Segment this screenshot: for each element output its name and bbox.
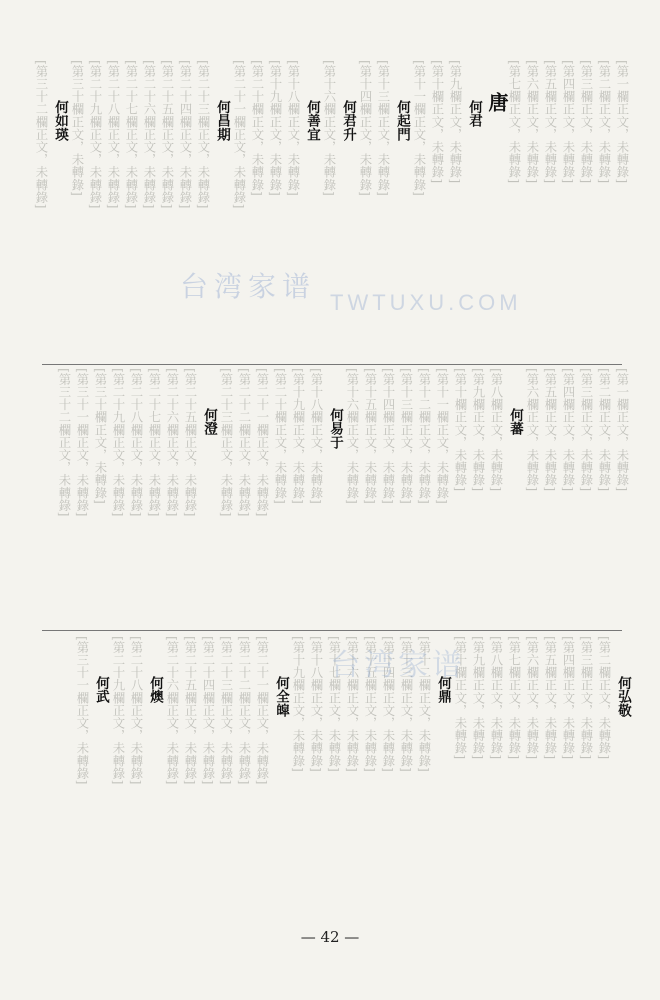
- person-heading: 何昌期: [214, 100, 230, 142]
- text-column: [第十七欄正文，未轉錄]: [327, 636, 342, 773]
- text-column: [第二十九欄正文，未轉錄]: [111, 636, 126, 785]
- text-column: [第六欄正文，未轉錄]: [525, 636, 540, 760]
- text-column: [第十三欄正文，未轉錄]: [399, 368, 414, 505]
- text-column: [第十三欄正文，未轉錄]: [376, 60, 391, 197]
- text-column: [第五欄正文，未轉錄]: [543, 60, 558, 184]
- text-column: [第十一欄正文，未轉錄]: [412, 60, 427, 197]
- text-column: [第二十欄正文，未轉錄]: [273, 368, 288, 505]
- person-heading: 何易于: [327, 408, 343, 450]
- page-number: — 42 —: [300, 928, 360, 946]
- text-column: [第十六欄正文，未轉錄]: [345, 368, 360, 505]
- text-column: [第十八欄正文，未轉錄]: [309, 368, 324, 505]
- text-column: [第二十八欄正文，未轉錄]: [129, 368, 144, 517]
- text-column: [第二十九欄正文，未轉錄]: [111, 368, 126, 517]
- text-column: [第十四欄正文，未轉錄]: [381, 636, 396, 773]
- text-column: [第二十四欄正文，未轉錄]: [178, 60, 193, 209]
- divider-rule: [42, 364, 622, 365]
- text-column: [第二十八欄正文，未轉錄]: [129, 636, 144, 785]
- text-column: [第八欄正文，未轉錄]: [489, 368, 504, 492]
- person-heading: 何蕃: [507, 408, 523, 436]
- person-heading: 何鼎: [435, 676, 451, 704]
- text-column: [第七欄正文，未轉錄]: [507, 636, 522, 760]
- text-column: [第四欄正文，未轉錄]: [561, 368, 576, 492]
- person-heading: 何如瑛: [52, 100, 68, 142]
- person-heading: 何武: [93, 676, 109, 704]
- text-column: [第十三欄正文，未轉錄]: [399, 636, 414, 773]
- text-column: [第十一欄正文，未轉錄]: [435, 368, 450, 505]
- text-column: [第十欄正文，未轉錄]: [453, 368, 468, 492]
- text-column: [第十欄正文，未轉錄]: [453, 636, 468, 760]
- text-column: [第十八欄正文，未轉錄]: [309, 636, 324, 773]
- text-column: [第二十欄正文，未轉錄]: [250, 60, 265, 197]
- text-column: [第三十欄正文，未轉錄]: [93, 368, 108, 505]
- person-heading: 何燠: [147, 676, 163, 704]
- text-column: [第二十五欄正文，未轉錄]: [183, 636, 198, 785]
- text-column: [第三欄正文，未轉錄]: [579, 60, 594, 184]
- text-column: [第三欄正文，未轉錄]: [579, 368, 594, 492]
- text-column: [第二十八欄正文，未轉錄]: [106, 60, 121, 209]
- person-heading: 何善宜: [304, 100, 320, 142]
- text-column: [第三十欄正文，未轉錄]: [70, 60, 85, 197]
- text-column: [第十九欄正文，未轉錄]: [268, 60, 283, 197]
- text-column: [第二十五欄正文，未轉錄]: [160, 60, 175, 209]
- text-column: [第三欄正文，未轉錄]: [579, 636, 594, 760]
- person-heading: 何起門: [394, 100, 410, 142]
- text-column: [第二十七欄正文，未轉錄]: [124, 60, 139, 209]
- person-heading: 何弘敬: [615, 676, 631, 718]
- text-band-middle: [34, 368, 630, 670]
- watermark-site-cn-2: 台湾家谱: [330, 649, 466, 682]
- text-column: [第四欄正文，未轉錄]: [561, 636, 576, 760]
- text-column: [第一欄正文，未轉錄]: [615, 368, 630, 492]
- text-column: [第十四欄正文，未轉錄]: [358, 60, 373, 197]
- text-column: [第三十二欄正文，未轉錄]: [57, 368, 72, 517]
- text-column: [第十二欄正文，未轉錄]: [417, 636, 432, 773]
- text-column: [第二十六欄正文，未轉錄]: [165, 368, 180, 517]
- text-column: [第二十四欄正文，未轉錄]: [201, 636, 216, 785]
- text-column: [第十八欄正文，未轉錄]: [286, 60, 301, 197]
- person-heading: 何君: [466, 100, 482, 128]
- text-column: [第二十六欄正文，未轉錄]: [142, 60, 157, 209]
- text-column: [第二十七欄正文，未轉錄]: [147, 368, 162, 517]
- divider-rule: [42, 630, 622, 631]
- text-column: [第二十三欄正文，未轉錄]: [219, 368, 234, 517]
- text-column: [第二欄正文，未轉錄]: [597, 368, 612, 492]
- text-column: [第五欄正文，未轉錄]: [543, 368, 558, 492]
- text-column: [第一欄正文，未轉錄]: [615, 60, 630, 184]
- text-column: [第七欄正文，未轉錄]: [507, 60, 522, 184]
- text-column: [第二十六欄正文，未轉錄]: [165, 636, 180, 785]
- text-column: [第六欄正文，未轉錄]: [525, 368, 540, 492]
- text-column: [第九欄正文，未轉錄]: [448, 60, 463, 184]
- text-column: [第二十九欄正文，未轉錄]: [88, 60, 103, 209]
- watermark-site-en: TWTUXU.COM: [330, 290, 522, 315]
- text-column: [第六欄正文，未轉錄]: [525, 60, 540, 184]
- person-heading: 何全皡: [273, 676, 289, 718]
- text-column: [第十九欄正文，未轉錄]: [291, 368, 306, 505]
- text-column: [第二十一欄正文，未轉錄]: [255, 368, 270, 517]
- watermark-site-cn: 台湾家谱: [180, 271, 317, 302]
- text-column: [第九欄正文，未轉錄]: [471, 368, 486, 492]
- text-column: [第二十二欄正文，未轉錄]: [237, 636, 252, 785]
- text-column: [第二欄正文，未轉錄]: [597, 636, 612, 760]
- text-column: [第三十二欄正文，未轉錄]: [34, 60, 49, 209]
- text-column: [第八欄正文，未轉錄]: [489, 636, 504, 760]
- text-column: [第五欄正文，未轉錄]: [543, 636, 558, 760]
- text-column: [第二十一欄正文，未轉錄]: [255, 636, 270, 785]
- text-column: [第二十三欄正文，未轉錄]: [196, 60, 211, 209]
- text-column: [第二十五欄正文，未轉錄]: [183, 368, 198, 517]
- text-column: [第十四欄正文，未轉錄]: [381, 368, 396, 505]
- text-column: [第十六欄正文，未轉錄]: [322, 60, 337, 197]
- person-heading: 何澄: [201, 408, 217, 436]
- text-column: [第十五欄正文，未轉錄]: [363, 368, 378, 505]
- text-column: [第三十一欄正文，未轉錄]: [75, 368, 90, 517]
- text-column: [第十二欄正文，未轉錄]: [417, 368, 432, 505]
- text-column: [第二十三欄正文，未轉錄]: [219, 636, 234, 785]
- text-column: [第十六欄正文，未轉錄]: [345, 636, 360, 773]
- text-column: [第九欄正文，未轉錄]: [471, 636, 486, 760]
- person-heading: 何君升: [340, 100, 356, 142]
- text-column: [第四欄正文，未轉錄]: [561, 60, 576, 184]
- text-column: [第十九欄正文，未轉錄]: [291, 636, 306, 773]
- text-column: [第二十一欄正文，未轉錄]: [232, 60, 247, 209]
- text-column: [第十欄正文，未轉錄]: [430, 60, 445, 184]
- section-heading: 唐: [485, 92, 509, 113]
- text-column: [第二十二欄正文，未轉錄]: [237, 368, 252, 517]
- text-column: [第十五欄正文，未轉錄]: [363, 636, 378, 773]
- text-column: [第二欄正文，未轉錄]: [597, 60, 612, 184]
- text-column: [第三十一欄正文，未轉錄]: [75, 636, 90, 785]
